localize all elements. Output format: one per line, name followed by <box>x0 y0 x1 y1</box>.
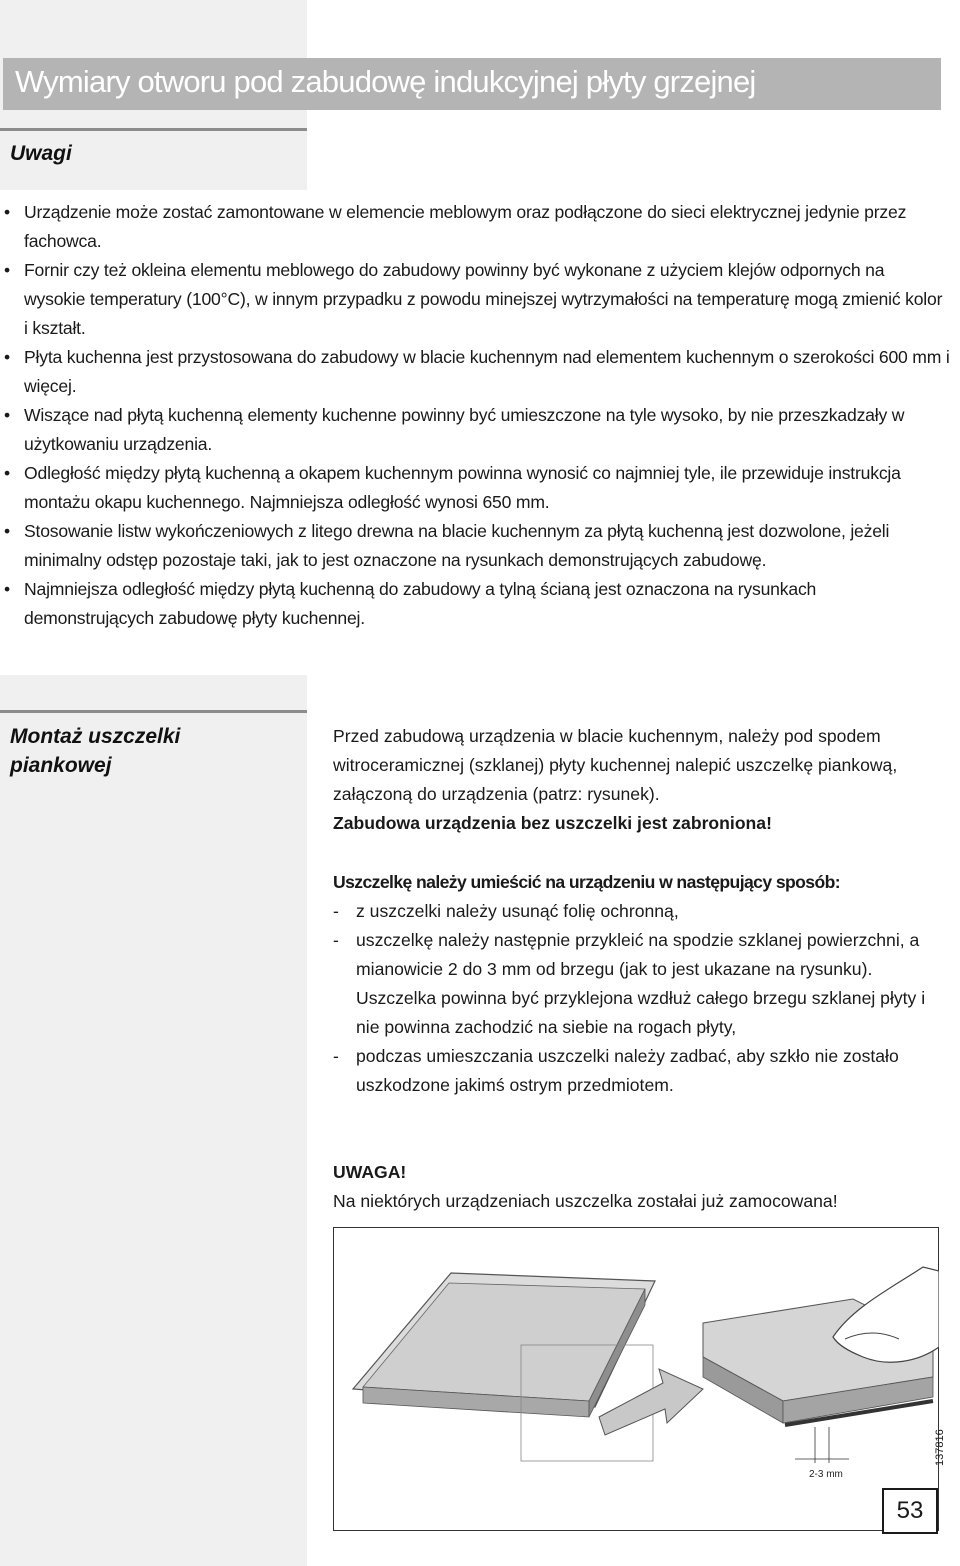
page-number: 53 <box>882 1488 938 1534</box>
gasket-heading: Montaż uszczelki piankowej <box>10 725 181 777</box>
list-item: - z uszczelki należy usunąć folię ochronną, <box>333 897 953 926</box>
list-item: • Stosowanie listw wykończeniowych z litego drewna na blacie kuchennym za płytą kuchenną jest dozwolone, jeżeli minimalny odstęp pozostaje taki, jak to jest oznaczone na rysunkach demonstrujących zabudowę. <box>0 517 950 575</box>
section-rule-notes <box>0 128 307 131</box>
warning-text: Na niektórych urządzeniach uszczelka zostałai już zamocowana! <box>333 1191 838 1211</box>
gasket-intro-warning: Zabudowa urządzenia bez uszczelki jest zabroniona! <box>333 813 772 833</box>
steps-list <box>333 897 953 1100</box>
steps-heading: Uszczelkę należy umieścić na urządzeniu w następujący sposób: <box>333 872 841 892</box>
gasket-intro <box>333 722 953 838</box>
list-item: - podczas umieszczania uszczelki należy zadbać, aby szkło nie zostało uszkodzone jakimś ostrym przedmiotem. <box>333 1042 953 1100</box>
gasket-steps <box>333 868 953 1100</box>
list-item: • Fornir czy też okleina elementu meblowego do zabudowy powinny być wykonane z użyciem klejów odpornych na wysokie temperatury (100°C), w innym przypadku z powodu minejszej wytrzymałości na temperaturę mogą zmienić kolor i kształt. <box>0 256 950 343</box>
page-title: Wymiary otworu pod zabudowę indukcyjnej płyty grzejnej <box>15 64 756 99</box>
notes-list <box>0 198 950 633</box>
list-item: • Płyta kuchenna jest przystosowana do zabudowy w blacie kuchennym nad elementem kuchennym o szerokości 600 mm i więcej. <box>0 343 950 401</box>
warning-block <box>333 1158 953 1216</box>
notes-heading: Uwagi <box>10 142 72 165</box>
list-item: • Odległość między płytą kuchenną a okapem kuchennym powinna wynosić co najmniej tyle, ile przewiduje instrukcja montażu okapu kuchennego. Najmniejsza odległość wynosi 650 mm. <box>0 459 950 517</box>
list-item: - uszczelkę należy następnie przykleić na spodzie szklanej powierzchni, a mianowicie 2 do 3 mm od brzegu (jak to jest ukazane na rysunku). Uszczelka powinna być przyklejona wzdłuż całego brzegu szklanej płyty i nie powinna zachodzić na siebie na rogach płyty, <box>333 926 953 1042</box>
warning-title: UWAGA! <box>333 1162 407 1182</box>
list-item: • Najmniejsza odległość między płytą kuchenną do zabudowy a tylną ścianą jest oznaczona na rysunkach demonstrujących zabudowę płyty kuchennej. <box>0 575 950 633</box>
gasket-intro-text: Przed zabudową urządzenia w blacie kuchennym, należy pod spodem witroceramicznej (szklanej) płyty kuchennej nalepić uszczelkę piankową, załączoną do urządzenia (patrz: rysunek). <box>333 726 898 804</box>
title-bar <box>3 58 941 110</box>
dimension-label: 2-3 mm <box>809 1469 843 1480</box>
gasket-illustration <box>333 1227 939 1531</box>
list-item: • Urządzenie może zostać zamontowane w elemencie meblowym oraz podłączone do sieci elektrycznej jedynie przez fachowca. <box>0 198 950 256</box>
document-code: 137816 <box>934 1429 946 1466</box>
list-item: • Wiszące nad płytą kuchenną elementy kuchenne powinny być umieszczone na tyle wysoko, by nie przeszkadzały w użytkowaniu urządzenia. <box>0 401 950 459</box>
section-rule-gasket <box>0 710 307 713</box>
